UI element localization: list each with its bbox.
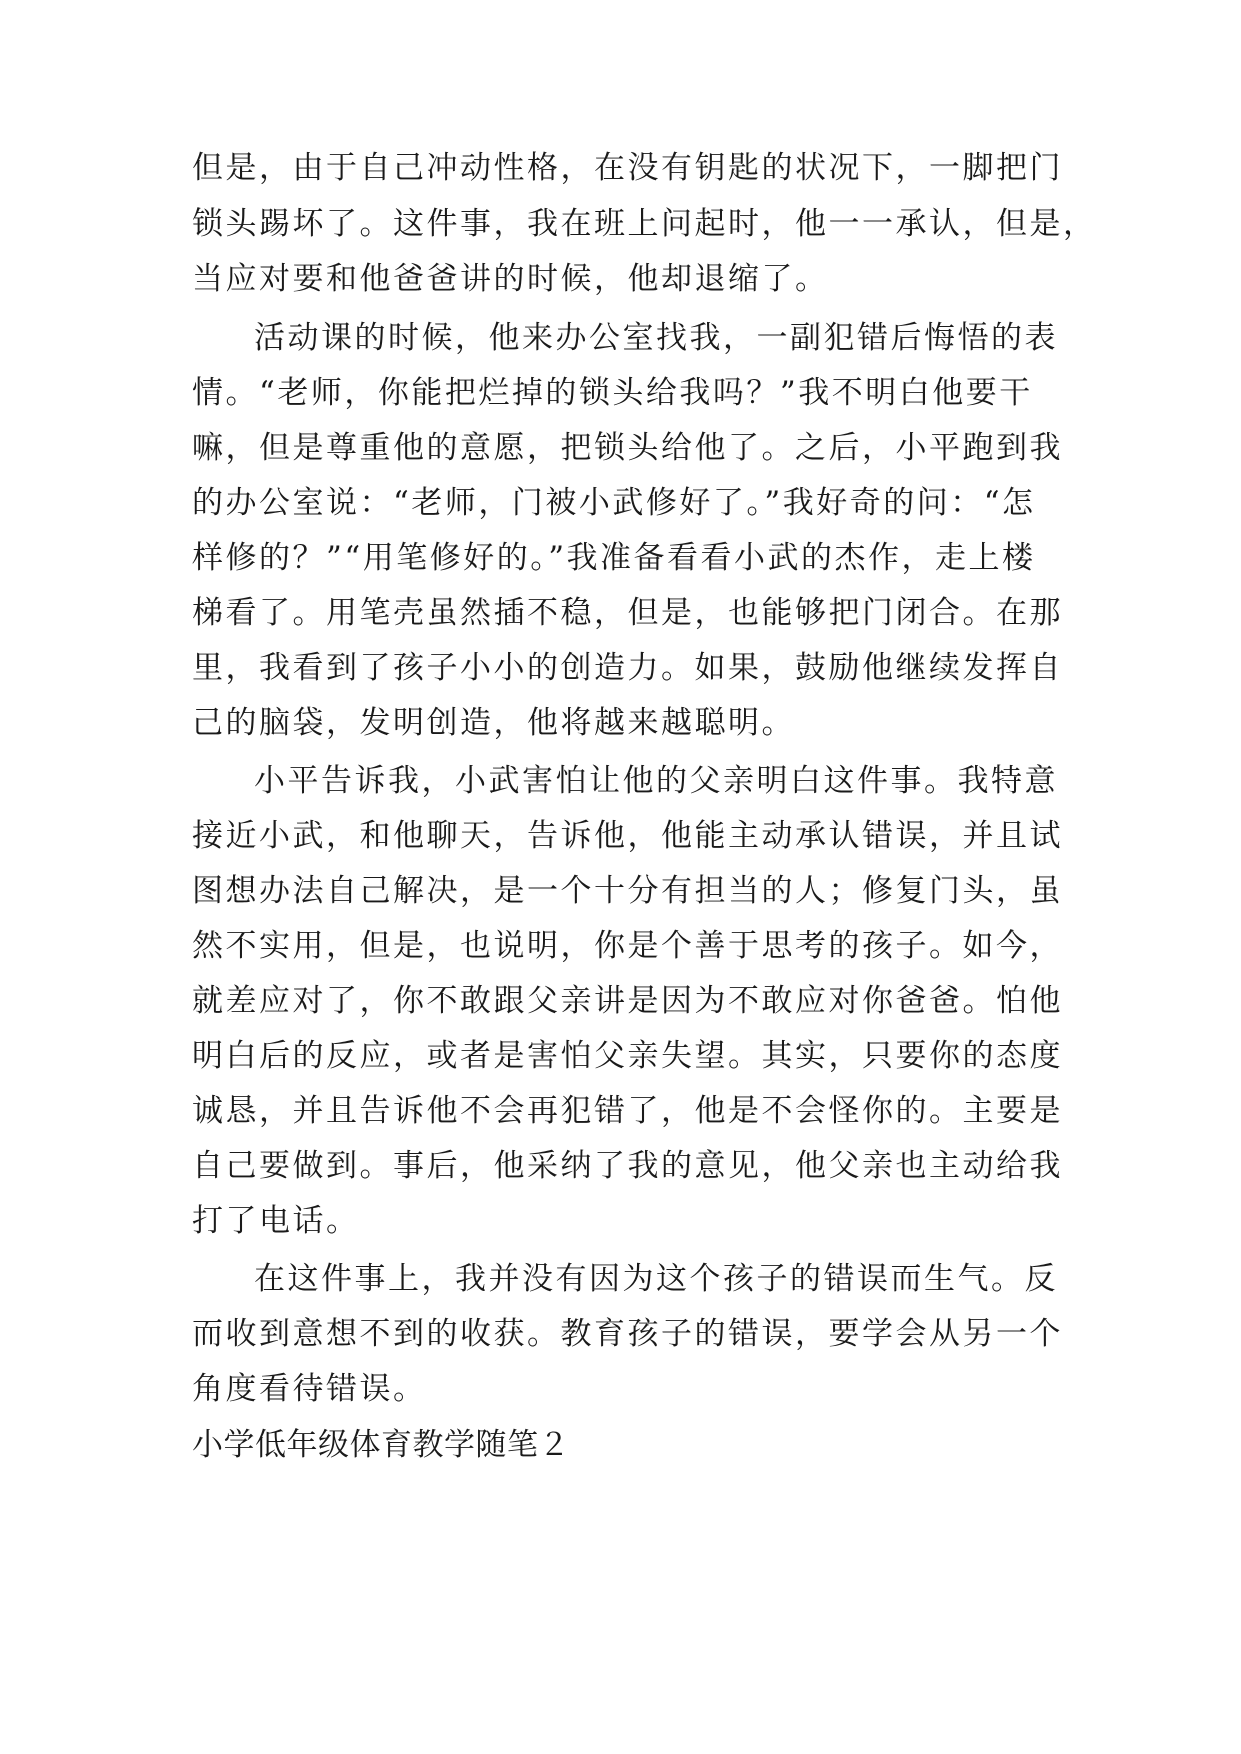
text-line: 诚恳，并且告诉他不会再犯错了，他是不会怪你的。主要是: [192, 1093, 1063, 1129]
text-line: 但是，由于自己冲动性格，在没有钥匙的状况下，一脚把门: [192, 150, 1063, 186]
text-line: 图想办法自己解决，是一个十分有担当的人；修复门头，虽: [192, 873, 1063, 909]
text-line: 己的脑袋，发明创造，他将越来越聪明。: [192, 705, 795, 741]
paragraph-first-line: 活动课的时候，他来办公室找我，一副犯错后悔悟的表: [254, 320, 1058, 356]
text-line: 打了电话。: [192, 1203, 360, 1239]
text-line: 里，我看到了孩子小小的创造力。如果，鼓励他继续发挥自: [192, 650, 1063, 686]
text-line: 接近小武，和他聊天，告诉他，他能主动承认错误，并且试: [192, 818, 1063, 854]
text-line: 明白后的反应，或者是害怕父亲失望。其实，只要你的态度: [192, 1038, 1063, 1074]
text-line: 样修的？”“用笔修好的。”我准备看看小武的杰作，走上楼: [192, 540, 1036, 576]
section-heading: 小学低年级体育教学随笔２: [192, 1427, 570, 1463]
text-line: 而收到意想不到的收获。教育孩子的错误，要学会从另一个: [192, 1316, 1063, 1352]
text-line: 的办公室说：“老师，门被小武修好了。”我好奇的问：“怎: [192, 485, 1036, 521]
text-line: 嘛，但是尊重他的意愿，把锁头给他了。之后，小平跑到我: [192, 430, 1063, 466]
text-line: 就差应对了，你不敢跟父亲讲是因为不敢应对你爸爸。怕他: [192, 983, 1063, 1019]
text-line: 然不实用，但是，也说明，你是个善于思考的孩子。如今，: [192, 928, 1063, 964]
paragraph-first-line: 小平告诉我，小武害怕让他的父亲明白这件事。我特意: [254, 763, 1058, 799]
text-line: 梯看了。用笔壳虽然插不稳，但是，也能够把门闭合。在那: [192, 595, 1063, 631]
text-line: 锁头踢坏了。这件事，我在班上问起时，他一一承认，但是，: [192, 206, 1097, 242]
text-line: 当应对要和他爸爸讲的时候，他却退缩了。: [192, 261, 829, 297]
text-line: 自己要做到。事后，他采纳了我的意见，他父亲也主动给我: [192, 1148, 1063, 1184]
text-line: 情。“老师，你能把烂掉的锁头给我吗？”我不明白他要干: [192, 375, 1033, 411]
paragraph-first-line: 在这件事上，我并没有因为这个孩子的错误而生气。反: [254, 1261, 1058, 1297]
text-line: 角度看待错误。: [192, 1371, 427, 1407]
